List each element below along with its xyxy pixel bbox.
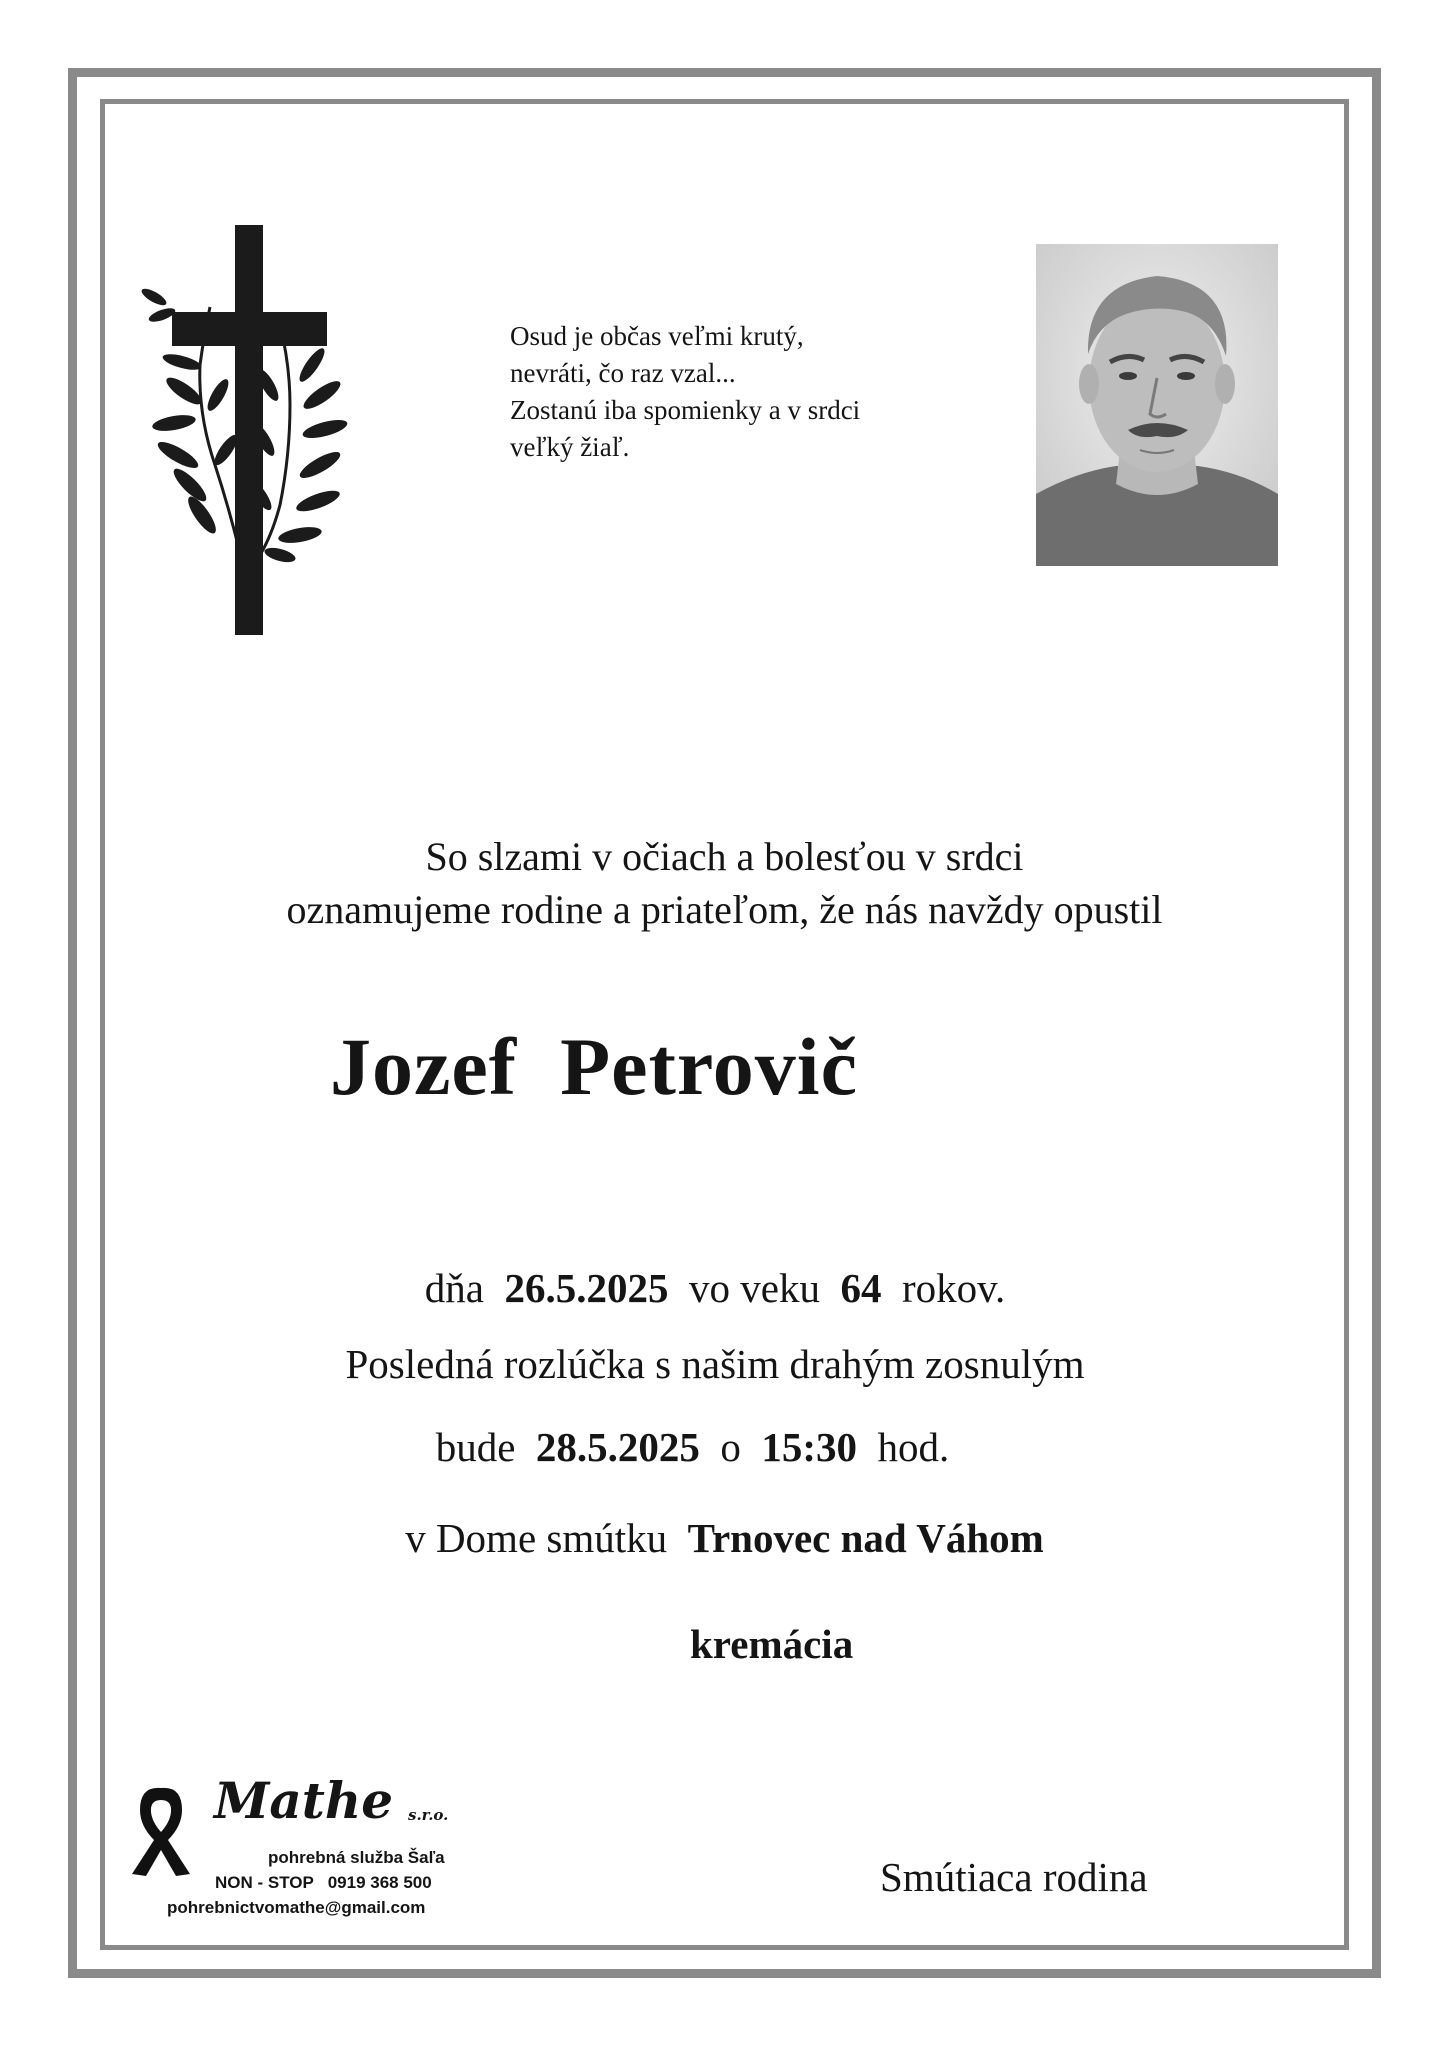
funeral-service-subtitle: pohrebná služba Šaľa — [268, 1848, 445, 1867]
intro-line: oznamujeme rodine a priateľom, že nás navždy opustil — [286, 887, 1163, 932]
cremation-note: kremácia — [690, 1621, 854, 1667]
announcement-intro — [100, 830, 1349, 936]
farewell-time: 15:30 — [761, 1424, 858, 1470]
cross-icon — [140, 215, 370, 645]
death-date: 26.5.2025 — [504, 1265, 669, 1311]
portrait-photo — [1036, 244, 1278, 566]
deceased-name: Jozef Petrovič — [330, 1021, 858, 1112]
funeral-service-suffix: s.r.o. — [408, 1806, 449, 1824]
intro-line: So slzami v očiach a bolesťou v srdci — [425, 834, 1024, 879]
poem — [510, 318, 980, 466]
funeral-service-name: Mathe — [214, 1771, 394, 1830]
farewell-date: 28.5.2025 — [535, 1424, 700, 1470]
age-prefix: vo veku — [689, 1265, 820, 1311]
poem-line: Osud je občas veľmi krutý, — [510, 321, 804, 351]
poem-line: veľký žiaľ. — [510, 432, 630, 462]
mourning-ribbon-icon — [126, 1782, 196, 1878]
farewell-time-line — [100, 1424, 1285, 1470]
age-suffix: rokov. — [901, 1265, 1006, 1311]
death-date-line — [100, 1265, 1330, 1311]
funeral-service-email: pohrebnictvomathe@gmail.com — [167, 1898, 426, 1917]
farewell-place: Trnovec nad Váhom — [687, 1515, 1044, 1561]
death-prefix: dňa — [424, 1265, 484, 1311]
age-value: 64 — [840, 1265, 882, 1311]
place-prefix: v Dome smútku — [405, 1515, 668, 1561]
farewell-line: Posledná rozlúčka s našim drahým zosnulým — [345, 1341, 1085, 1387]
poem-line: Zostanú iba spomienky a v srdci — [510, 395, 861, 425]
time-prefix: o — [720, 1424, 741, 1470]
time-suffix: hod. — [877, 1424, 950, 1470]
funeral-service-phone: NON - STOP 0919 368 500 — [215, 1873, 432, 1892]
signature: Smútiaca rodina — [880, 1854, 1148, 1900]
poem-line: nevráti, čo raz vzal... — [510, 358, 736, 388]
farewell-prefix: bude — [435, 1424, 516, 1470]
portrait-image — [1036, 244, 1278, 566]
farewell-place-line — [100, 1515, 1349, 1561]
